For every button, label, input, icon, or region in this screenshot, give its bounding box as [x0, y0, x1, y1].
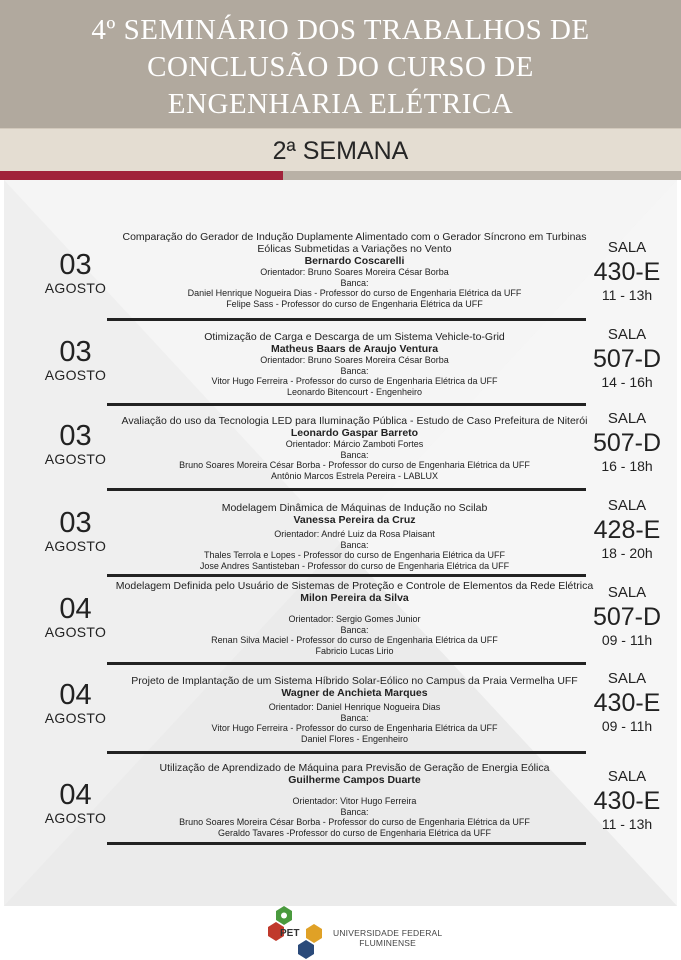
separator-line	[107, 488, 586, 491]
room-number: 507-D	[592, 429, 662, 457]
talk-author: Matheus Baars de Araujo Ventura	[270, 343, 439, 355]
separator-line	[107, 842, 586, 845]
university-line-2: FLUMINENSE	[359, 938, 417, 948]
separator-line	[107, 574, 586, 577]
university-name	[333, 928, 442, 948]
talk-advisor: Orientador: Vitor Hugo Ferreira	[292, 796, 417, 806]
week-banner	[0, 128, 681, 172]
banca-member: Antônio Marcos Estrela Pereira - LABLUX	[270, 470, 439, 481]
title-banner	[0, 0, 681, 128]
banca-member: Bruno Soares Moreira César Borba - Professor do curso de Engenharia Elétrica da UFF	[179, 817, 530, 827]
room-number: 428-E	[593, 516, 661, 544]
accent-bar-red	[0, 171, 283, 180]
talk-advisor: Orientador: Daniel Henrique Nogueira Dias	[268, 702, 441, 712]
banca-member: Fabricio Lucas Lirio	[315, 645, 394, 656]
room-block	[579, 410, 675, 475]
session-time: 09 - 11h	[601, 632, 653, 648]
talk-advisor: Orientador: Márcio Zamboti Fortes	[285, 439, 424, 449]
session-month: AGOSTO	[44, 624, 107, 640]
session-time: 09 - 11h	[601, 718, 653, 734]
session-day: 03	[59, 336, 92, 368]
room-number: 430-E	[593, 689, 661, 717]
session-time: 11 - 13h	[601, 287, 653, 303]
room-block	[579, 584, 675, 649]
room-block	[579, 497, 675, 562]
banca-label: Banca:	[340, 806, 369, 817]
talk-title: Modelagem Definida pelo Usuário de Sistemas de Proteção e Controle de Elementos da Rede Elétrica	[115, 580, 594, 592]
banca-member: Jose Andres Santisteban - Professor do curso de Engenharia Elétrica da UFF	[199, 560, 510, 571]
talk-author: Leonardo Gaspar Barreto	[290, 427, 419, 439]
session-month: AGOSTO	[44, 280, 107, 296]
session-time: 11 - 13h	[601, 816, 653, 832]
room-number: 430-E	[593, 258, 661, 286]
banca-member: Thales Terrola e Lopes - Professor do curso de Engenharia Elétrica da UFF	[204, 550, 505, 560]
week-label: 2ª SEMANA	[272, 137, 409, 165]
banca-label: Banca:	[340, 712, 369, 723]
talk-author: Wagner de Anchieta Marques	[281, 687, 428, 699]
session-month: AGOSTO	[44, 810, 107, 826]
talk-title: Projeto de Implantação de um Sistema Híbrido Solar-Eólico no Campus da Praia Vermelha UFF	[131, 675, 578, 687]
page-title-line-3: ENGENHARIA ELÉTRICA	[167, 88, 514, 120]
accent-bar-grey	[283, 171, 681, 180]
room-label: SALA	[607, 584, 647, 601]
room-number: 507-D	[592, 603, 662, 631]
talk-advisor: Orientador: Sergio Gomes Junior	[288, 614, 421, 624]
banca-label: Banca:	[340, 449, 369, 460]
session-day: 04	[59, 679, 92, 711]
talk-advisor: Orientador: Bruno Soares Moreira César Borba	[260, 267, 449, 277]
pet-logo-icon	[262, 904, 322, 960]
university-line-1: UNIVERSIDADE FEDERAL	[333, 928, 443, 938]
session-month: AGOSTO	[44, 538, 107, 554]
separator-line	[107, 662, 586, 665]
talk-author: Guilherme Campos Duarte	[288, 774, 421, 786]
talk-author: Vanessa Pereira da Cruz	[293, 514, 416, 526]
room-number: 430-E	[593, 787, 661, 815]
room-label: SALA	[607, 670, 647, 687]
talk-author: Milon Pereira da Silva	[300, 592, 409, 604]
banca-member: Bruno Soares Moreira César Borba - Professor do curso de Engenharia Elétrica da UFF	[179, 460, 530, 470]
session-day: 03	[59, 507, 92, 539]
room-label: SALA	[607, 497, 647, 514]
banca-member: Leonardo Bitencourt - Engenheiro	[286, 386, 423, 397]
session-day: 03	[59, 420, 92, 452]
talk-title: Avaliação do uso da Tecnologia LED para Iluminação Pública - Estudo de Caso Prefeitura de Niterói	[121, 415, 588, 427]
banca-member: Felipe Sass - Professor do curso de Engenharia Elétrica da UFF	[226, 298, 483, 309]
talk-details	[112, 415, 597, 481]
room-label: SALA	[607, 768, 647, 785]
talk-title: Utilização de Aprendizado de Máquina para Previsão de Geração de Energia Eólica	[159, 762, 550, 774]
banca-label: Banca:	[340, 277, 369, 288]
talk-title: Otimização de Carga e Descarga de um Sistema Vehicle-to-Grid	[204, 331, 505, 343]
page-title-line-2: CONCLUSÃO DO CURSO DE	[147, 51, 534, 83]
banca-member: Daniel Henrique Nogueira Dias - Professor do curso de Engenharia Elétrica da UFF	[187, 288, 522, 298]
talk-details	[112, 502, 597, 571]
room-label: SALA	[607, 410, 647, 427]
talk-advisor: Orientador: André Luiz da Rosa Plaisant	[274, 529, 435, 539]
banca-member: Geraldo Tavares -Professor do curso de Engenharia Elétrica da UFF	[218, 827, 491, 838]
banca-label: Banca:	[340, 624, 369, 635]
session-time: 16 - 18h	[601, 458, 653, 474]
talk-author: Bernardo Coscarelli	[304, 255, 405, 267]
session-month: AGOSTO	[44, 710, 107, 726]
talk-details	[112, 231, 597, 309]
banca-member: Daniel Flores - Engenheiro	[300, 733, 409, 744]
session-day: 03	[59, 249, 92, 281]
room-label: SALA	[607, 326, 647, 343]
talk-title: Modelagem Dinâmica de Máquinas de Indução no Scilab	[221, 502, 488, 514]
room-block	[579, 670, 675, 735]
room-label: SALA	[607, 239, 647, 256]
session-time: 18 - 20h	[601, 545, 653, 561]
session-month: AGOSTO	[44, 451, 107, 467]
session-time: 14 - 16h	[601, 374, 653, 390]
room-number: 507-D	[592, 345, 662, 373]
separator-line	[107, 751, 586, 754]
talk-details	[112, 675, 597, 744]
session-month: AGOSTO	[44, 367, 107, 383]
talk-title: Comparação do Gerador de Indução Duplamente Alimentado com o Gerador Síncrono em Turbinas Eólicas Submetidas a Variações no Vento	[122, 231, 587, 255]
pet-logo-text: PET	[280, 928, 300, 939]
banca-label: Banca:	[340, 539, 369, 550]
banca-member: Renan Silva Maciel - Professor do curso de Engenharia Elétrica da UFF	[211, 635, 498, 645]
talk-advisor: Orientador: Bruno Soares Moreira César Borba	[260, 355, 449, 365]
separator-line	[107, 318, 586, 321]
room-block	[579, 326, 675, 391]
banca-member: Vitor Hugo Ferreira - Professor do curso de Engenharia Elétrica da UFF	[211, 376, 498, 386]
banca-label: Banca:	[340, 365, 369, 376]
talk-details	[112, 762, 597, 838]
talk-details	[112, 580, 597, 656]
room-block	[579, 239, 675, 304]
room-block	[579, 768, 675, 833]
page-title-line-1: 4º SEMINÁRIO DOS TRABALHOS DE	[91, 14, 590, 46]
banca-member: Vitor Hugo Ferreira - Professor do curso de Engenharia Elétrica da UFF	[211, 723, 498, 733]
session-day: 04	[59, 593, 92, 625]
talk-details	[112, 331, 597, 397]
session-day: 04	[59, 779, 92, 811]
separator-line	[107, 403, 586, 406]
